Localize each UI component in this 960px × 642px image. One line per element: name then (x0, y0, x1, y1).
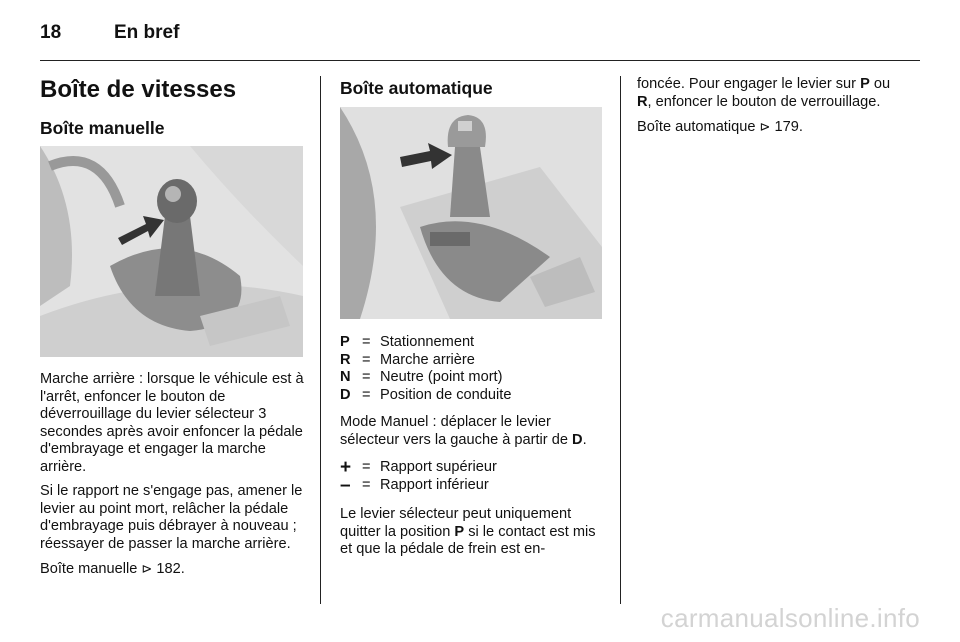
automatic-gearbox-image (340, 107, 602, 319)
page-number: 18 (40, 22, 62, 43)
xref-arrow-icon: ⊳ (759, 119, 771, 134)
column-divider-2 (620, 76, 621, 604)
retry-paragraph: Si le rapport ne s'engage pas, amener le levier au point mort, relâcher la pédale d'embrayage puis débrayer à nouveau ; réessayer de passer la marche arrière. (40, 483, 303, 552)
legend-row: R = Marche arrière (340, 351, 475, 368)
column-divider-1 (320, 76, 321, 604)
subheading-automatic: Boîte automatique (340, 78, 493, 98)
gear-legend (340, 334, 605, 404)
legend-row: P = Stationnement (340, 334, 475, 350)
header-title: En bref (114, 22, 180, 43)
xref-label: Boîte automatique (637, 119, 756, 135)
header-rule (40, 60, 920, 61)
shift-legend (340, 459, 605, 494)
xref-label: Boîte manuelle (40, 561, 138, 577)
plus-icon: + (340, 457, 352, 478)
manual-gearbox-image (40, 146, 303, 357)
xref-arrow-icon: ⊳ (141, 561, 153, 576)
legend-row-down: – = Rapport inférieur (340, 474, 489, 496)
legend-row: N = Neutre (point mort) (340, 369, 503, 385)
page-header (40, 22, 180, 44)
watermark: carmanualsonline.info (660, 603, 920, 633)
lock-paragraph: foncée. Pour engager le levier sur P ou R, enfoncer le bouton de verrouillage. (637, 76, 891, 110)
auto-xref[interactable] (637, 118, 902, 137)
reverse-paragraph: Marche arrière : lorsque le véhicule est à l'arrêt, enfoncer le bouton de déverrouillage du levier sélecteur 3 secondes après avoir enfoncer la pédale d'embrayage et engager la marche arrière. (40, 371, 304, 475)
right-text (637, 76, 902, 144)
legend-row: D = Position de conduite (340, 386, 512, 403)
minus-icon: – (340, 474, 351, 496)
subheading-manual: Boîte manuelle (40, 118, 165, 138)
xref-page: 179. (774, 119, 803, 135)
middle-text (340, 334, 605, 566)
manual-mode-paragraph: Mode Manuel : déplacer le levier sélecteur vers la gauche à partir de D. (340, 414, 587, 448)
left-text (40, 371, 305, 586)
legend-row-up: + = Rapport supérieur (340, 457, 497, 478)
lever-paragraph: Le levier sélecteur peut uniquement quitter la position P si le contact est mis et que la pédale de frein est en- (340, 506, 596, 557)
section-heading: Boîte de vitesses (40, 76, 237, 103)
manual-xref[interactable] (40, 560, 305, 579)
xref-page: 182. (156, 561, 185, 577)
